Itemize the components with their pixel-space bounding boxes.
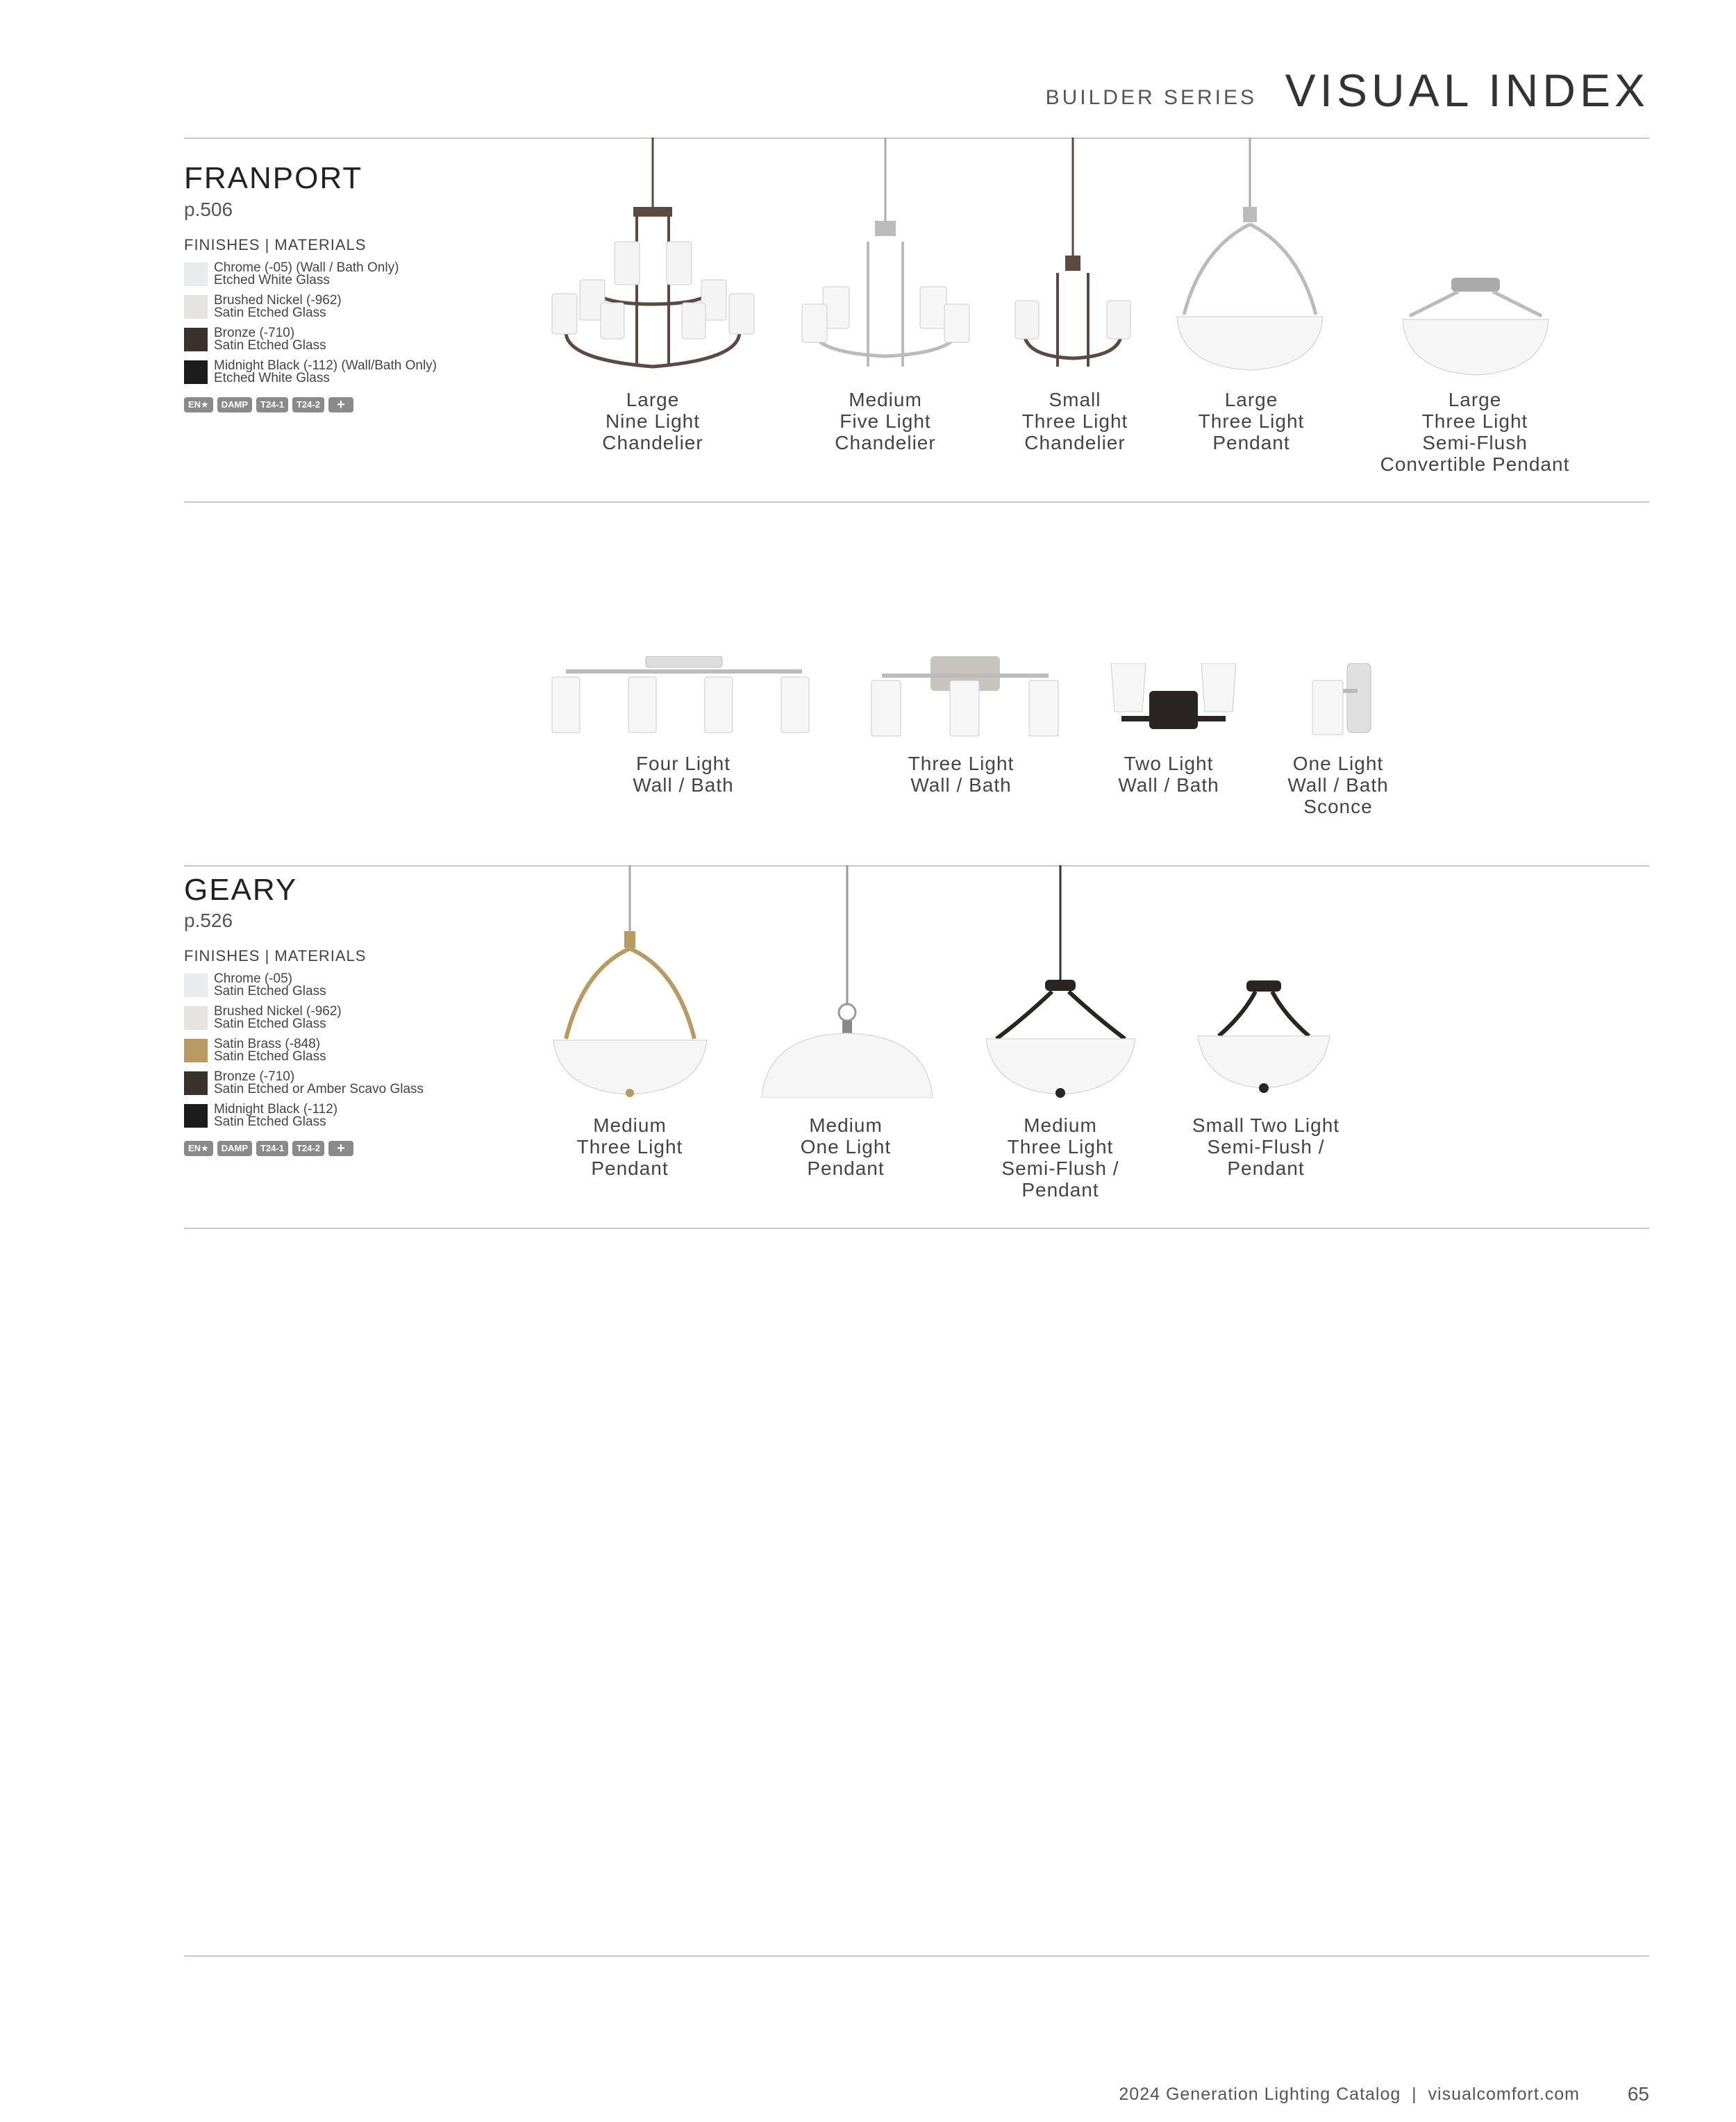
t24-1-badge: T24-1 xyxy=(256,1141,288,1156)
finish-material: Etched White Glass xyxy=(214,273,330,287)
footer-divider xyxy=(184,1955,1649,1957)
product-label: Large Three Light Pendant xyxy=(1198,389,1305,453)
collection-name-franport: FRANPORT xyxy=(184,161,363,195)
one-light-sconce-image xyxy=(1305,663,1382,740)
product-label: Two Light Wall / Bath xyxy=(1118,753,1219,796)
three-light-wall-bath-image xyxy=(868,656,1062,740)
finish-name: Midnight Black (-112) (Wall/Bath Only) xyxy=(214,358,437,373)
energy-star-badge: EN★ xyxy=(184,397,213,412)
finish-name: Chrome (-05) (Wall / Bath Only) xyxy=(214,260,399,275)
collection-page-franport: p.506 xyxy=(184,199,233,220)
finish-name: Bronze (-710) xyxy=(214,1069,295,1084)
finish-item xyxy=(184,1005,545,1031)
finish-name: Brushed Nickel (-962) xyxy=(214,1004,342,1019)
finish-material: Satin Etched Glass xyxy=(214,1017,326,1031)
page-number: 65 xyxy=(1627,2083,1649,2105)
semi-flush-convertible-pendant-image xyxy=(1396,278,1555,382)
page-title: VISUAL INDEX xyxy=(1285,65,1649,116)
series-label: BUILDER SERIES xyxy=(1045,86,1257,109)
damp-badge: DAMP xyxy=(217,1141,252,1156)
finish-material: Satin Etched Glass xyxy=(214,306,326,320)
medium-one-light-pendant-image xyxy=(760,865,934,1098)
product-label: Large Three Light Semi-Flush Convertible Pendant xyxy=(1380,389,1570,475)
four-light-wall-bath-image xyxy=(549,656,819,740)
finish-item xyxy=(184,261,545,287)
nine-light-chandelier-image xyxy=(549,137,757,387)
t24-2-badge: T24-2 xyxy=(292,397,324,412)
t24-2-badge: T24-2 xyxy=(292,1141,324,1156)
finish-swatch xyxy=(184,974,208,997)
t24-1-badge: T24-1 xyxy=(256,397,288,412)
finish-swatch xyxy=(184,360,208,384)
finish-material: Satin Etched or Amber Scavo Glass xyxy=(214,1082,424,1096)
product-label: Three Light Wall / Bath xyxy=(908,753,1015,796)
finish-item xyxy=(184,972,545,999)
finish-item xyxy=(184,326,545,353)
finish-material: Satin Etched Glass xyxy=(214,984,326,999)
finish-swatch xyxy=(184,295,208,319)
finish-swatch xyxy=(184,328,208,351)
geary-divider xyxy=(184,1228,1649,1229)
finish-name: Chrome (-05) xyxy=(214,971,292,986)
finish-swatch xyxy=(184,1006,208,1030)
finish-name: Brushed Nickel (-962) xyxy=(214,293,342,308)
certification-badges xyxy=(184,1141,353,1156)
product-label: Small Two Light Semi-Flush / Pendant xyxy=(1192,1114,1340,1179)
product-label: Large Nine Light Chandelier xyxy=(602,389,703,453)
footer-catalog-text: 2024 Generation Lighting Catalog | visualcomfort.com xyxy=(1119,2085,1580,2104)
energy-star-badge: EN★ xyxy=(184,1141,213,1156)
product-label: Small Three Light Chandelier xyxy=(1021,389,1128,453)
certification-badges xyxy=(184,397,353,412)
finish-material: Etched White Glass xyxy=(214,371,330,385)
finish-material: Satin Etched Glass xyxy=(214,1049,326,1064)
finish-name: Bronze (-710) xyxy=(214,326,295,340)
finish-item xyxy=(184,1070,545,1096)
finish-swatch xyxy=(184,1039,208,1062)
collection-page-geary: p.526 xyxy=(184,910,233,931)
small-three-light-chandelier-image xyxy=(1014,137,1132,387)
finish-swatch xyxy=(184,1104,208,1128)
finish-swatch xyxy=(184,1071,208,1095)
finish-item xyxy=(184,294,545,320)
product-label: Medium Three Light Pendant xyxy=(576,1114,683,1179)
large-three-light-pendant-image xyxy=(1174,137,1326,374)
small-two-light-semi-flush-image xyxy=(1194,980,1333,1098)
medium-three-light-pendant-image xyxy=(552,865,708,1098)
product-label: One Light Wall / Bath Sconce xyxy=(1287,753,1389,817)
finish-material: Satin Etched Glass xyxy=(214,1114,326,1129)
product-label: Medium Three Light Semi-Flush / Pendant xyxy=(1001,1114,1119,1201)
finish-swatch xyxy=(184,262,208,286)
finish-name: Midnight Black (-112) xyxy=(214,1102,338,1117)
five-light-chandelier-image xyxy=(799,137,972,387)
finish-item xyxy=(184,359,545,385)
finishes-heading: FINISHES | MATERIALS xyxy=(184,947,367,964)
finish-item xyxy=(184,1037,545,1064)
product-label: Four Light Wall / Bath xyxy=(633,753,734,796)
finish-material: Satin Etched Glass xyxy=(214,338,326,353)
finish-name: Satin Brass (-848) xyxy=(214,1037,321,1051)
damp-badge: DAMP xyxy=(217,397,252,412)
franport-divider xyxy=(184,501,1649,503)
plus-badge: + xyxy=(328,1141,353,1156)
product-label: Medium One Light Pendant xyxy=(800,1114,892,1179)
plus-badge: + xyxy=(328,397,353,412)
two-light-wall-bath-image xyxy=(1108,663,1240,733)
product-label: Medium Five Light Chandelier xyxy=(835,389,936,453)
collection-name-geary: GEARY xyxy=(184,873,298,907)
medium-three-light-semi-flush-image xyxy=(983,865,1139,1098)
finishes-heading: FINISHES | MATERIALS xyxy=(184,236,367,253)
